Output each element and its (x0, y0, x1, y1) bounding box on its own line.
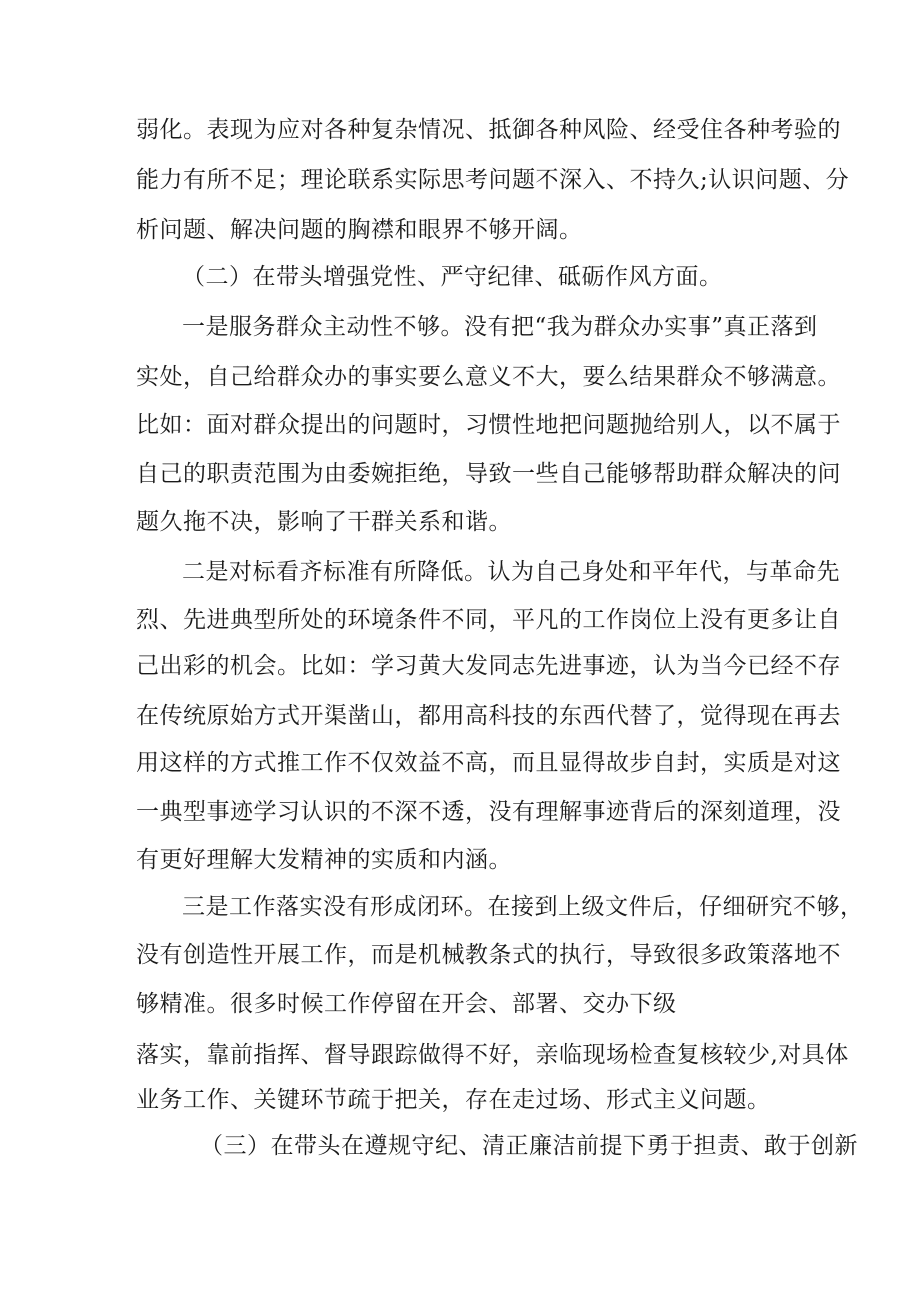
text-line: 三是工作落实没有形成闭环。在接到上级文件后，仔细研究不够， (182, 894, 864, 920)
text-line: 业务工作、关键环节疏于把关，存在走过场、形式主义问题。 (136, 1087, 771, 1113)
section-heading: （三）在带头在遵规守纪、清正廉洁前提下勇于担责、敢于创新 (200, 1133, 858, 1159)
text-line: 弱化。表现为应对各种复杂情况、抵御各种风险、经受住各种考验的 (136, 117, 841, 143)
text-line: 析问题、解决问题的胸襟和眼界不够开阔。 (136, 217, 583, 243)
text-line: 己出彩的机会。比如：学习黄大发同志先进事迹，认为当今已经不存 (136, 653, 841, 679)
text-line: 用这样的方式推工作不仅效益不高，而且显得故步自封，实质是对这 (136, 750, 841, 776)
text-line: 有更好理解大发精神的实质和内涵。 (136, 847, 512, 873)
section-heading: （二）在带头增强党性、严守纪律、砥砺作风方面。 (182, 264, 723, 290)
text-line: 一典型事迹学习认识的不深不透，没有理解事迹背后的深刻道理，没 (136, 799, 841, 825)
text-line: 烈、先进典型所处的环境条件不同，平凡的工作岗位上没有更多让自 (136, 607, 841, 633)
text-line: 自己的职责范围为由委婉拒绝，导致一些自己能够帮助群众解决的问 (136, 461, 841, 487)
text-line: 落实，靠前指挥、督导跟踪做得不好，亲临现场检查复核较少,对具体 (136, 1042, 849, 1068)
text-line: 二是对标看齐标准有所降低。认为自己身处和平年代，与革命先 (182, 559, 840, 585)
text-line: 实处，自己给群众办的事实要么意义不大，要么结果群众不够满意。 (136, 364, 841, 390)
text-line: 一是服务群众主动性不够。没有把“我为群众办实事”真正落到 (182, 314, 818, 340)
text-line: 题久拖不决，影响了干群关系和谐。 (136, 509, 512, 535)
text-line: 没有创造性开展工作，而是机械教条式的执行，导致很多政策落地不 (136, 942, 841, 968)
text-line: 能力有所不足；理论联系实际思考问题不深入、不持久;认识问题、分 (136, 167, 850, 193)
text-line: 在传统原始方式开渠凿山，都用高科技的东西代替了，觉得现在再去 (136, 703, 841, 729)
text-line: 比如：面对群众提出的问题时，习惯性地把问题抛给别人，以不属于 (136, 412, 841, 438)
text-line: 够精准。很多时候工作停留在开会、部署、交办下级 (136, 991, 677, 1017)
